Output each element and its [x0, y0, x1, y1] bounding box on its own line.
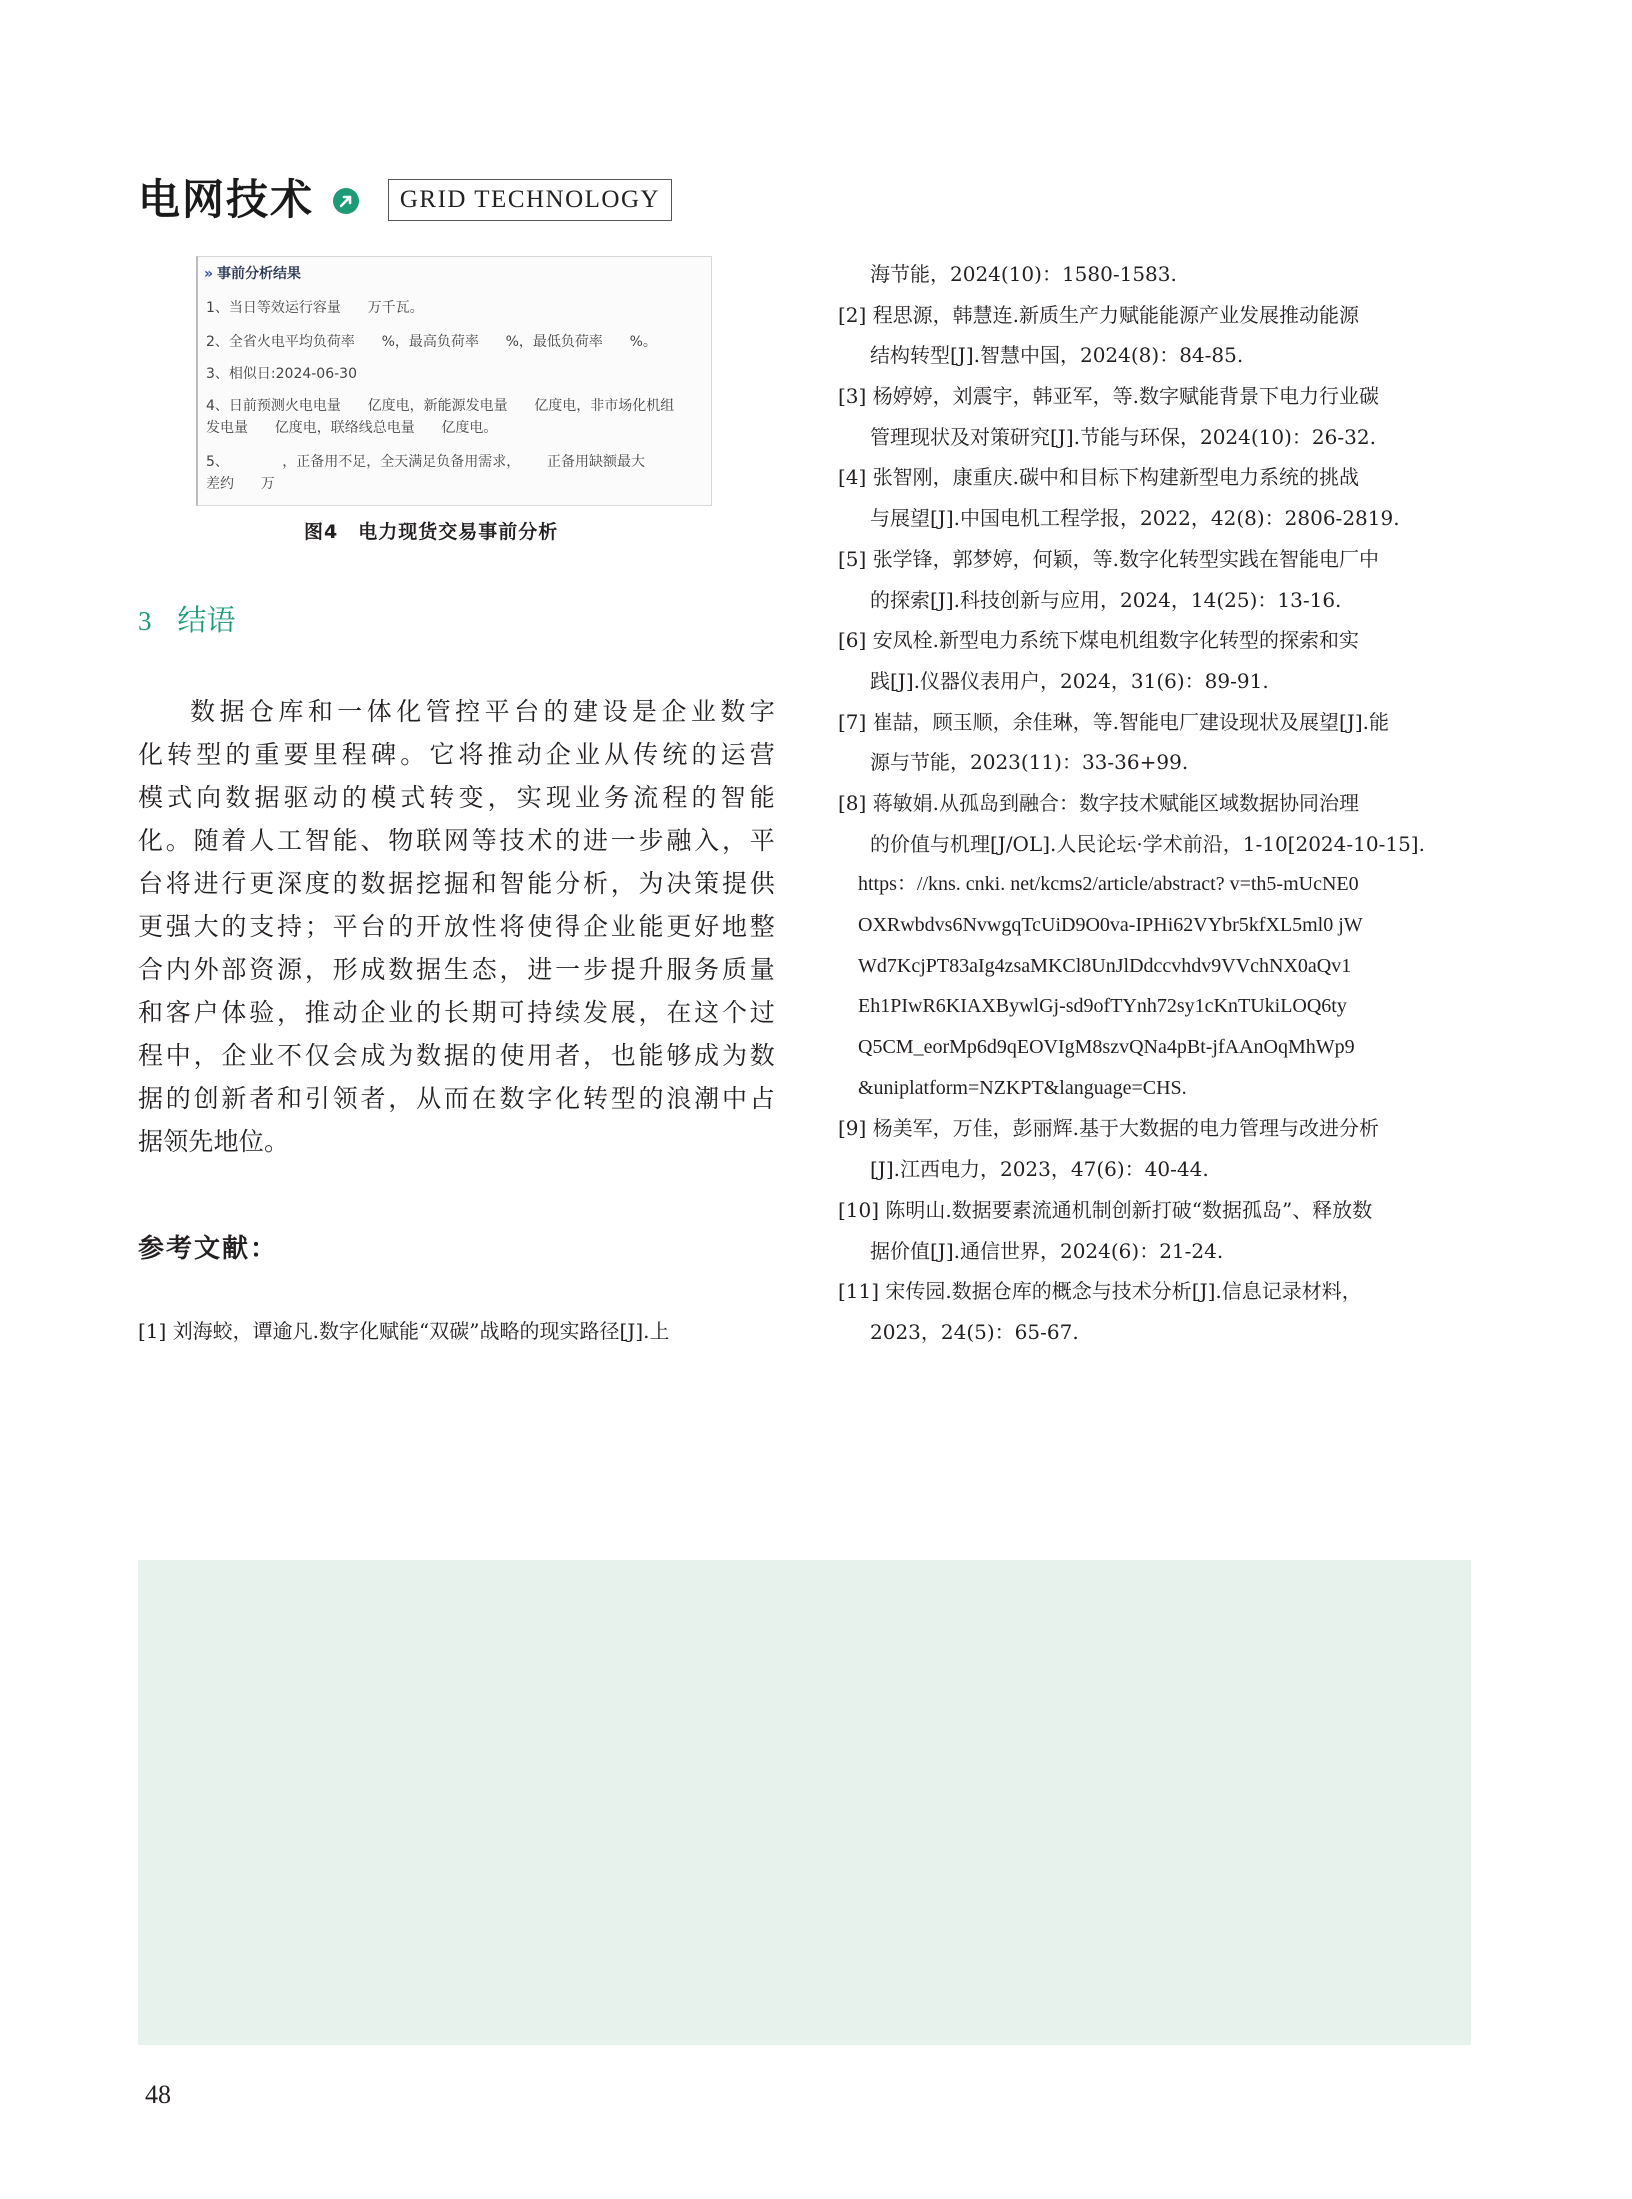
reference-line: 海节能，2024(10)：1580-1583.	[870, 262, 1177, 286]
body-line: 化。随着人工智能、物联网等技术的进一步融入，平	[138, 826, 775, 855]
reference-url-line: Wd7KcjPT83aIg4zsaMKCl8UnJlDdccvhdv9VVchNX0aQv1	[858, 954, 1352, 977]
reference-item: [1] 刘海蛟，谭逾凡.数字化赋能“双碳”战略的现实路径[J].上	[138, 1319, 670, 1343]
figure-panel-title: » 事前分析结果	[204, 266, 302, 282]
body-line: 合内外部资源，形成数据生态，进一步提升服务质量	[138, 955, 775, 984]
figure-line: 1、当日等效运行容量 万千瓦。	[206, 300, 424, 316]
reference-line: 据价值[J].通信世界，2024(6)：21-24.	[870, 1238, 1224, 1263]
figure-caption: 图4 电力现货交易事前分析	[304, 521, 559, 543]
reference-line: 管理现状及对策研究[J].节能与环保，2024(10)：26-32.	[870, 424, 1376, 449]
body-line: 数据仓库和一体化管控平台的建设是企业数字	[190, 697, 775, 726]
body-line: 据的创新者和引领者，从而在数字化转型的浪潮中占	[138, 1084, 775, 1113]
journal-title-cn: 电网技术	[138, 175, 315, 224]
reference-line: [5] 张学锋，郭梦婷，何颖，等.数字化转型实践在智能电厂中	[838, 546, 1380, 571]
reference-line: [4] 张智刚，康重庆.碳中和目标下构建新型电力系统的挑战	[838, 465, 1360, 490]
reference-line: 践[J].仪器仪表用户，2024，31(6)：89-91.	[870, 668, 1269, 693]
body-line: 化转型的重要里程碑。它将推动企业从传统的运营	[138, 740, 775, 769]
figure-line: 3、相似日:2024-06-30	[206, 366, 357, 382]
reference-line: [J].江西电力，2023，47(6)：40-44.	[870, 1157, 1209, 1182]
reference-line: [7] 崔喆，顾玉顺，余佳琳，等.智能电厂建设现状及展望[J].能	[838, 709, 1390, 734]
arrow-up-right-icon	[333, 188, 359, 214]
body-line: 更强大的支持；平台的开放性将使得企业能更好地整	[138, 912, 775, 941]
references-heading: 参考文献：	[138, 1234, 279, 1264]
journal-title-en: GRID TECHNOLOGY	[388, 179, 672, 221]
body-line: 据领先地位。	[138, 1127, 290, 1156]
decorative-green-box	[138, 1560, 1471, 2045]
section-heading	[138, 600, 236, 642]
section-title: 结语	[177, 603, 236, 637]
section-number: 3	[138, 606, 152, 636]
figure-line: 差约 万	[206, 476, 275, 492]
conclusion-paragraph	[138, 690, 775, 1163]
reference-line: 的价值与机理[J/OL].人民论坛·学术前沿，1-10[2024-10-15].	[870, 831, 1425, 856]
reference-line: 结构转型[J].智慧中国，2024(8)：84-85.	[870, 343, 1244, 368]
double-chevron-icon: »	[204, 266, 214, 282]
page-number: 48	[145, 2080, 171, 2109]
body-line: 程中，企业不仅会成为数据的使用者，也能够成为数	[138, 1041, 775, 1070]
reference-url-line: Eh1PIwR6KIAXBywlGj-sd9ofTYnh72sy1cKnTUkiLOQ6ty	[858, 995, 1347, 1018]
reference-line: [3] 杨婷婷，刘震宇，韩亚军，等.数字赋能背景下电力行业碳	[838, 384, 1380, 409]
reference-line: [8] 蒋敏娟.从孤岛到融合：数字技术赋能区域数据协同治理	[838, 790, 1360, 815]
body-line: 和客户体验，推动企业的长期可持续发展，在这个过	[138, 998, 775, 1027]
reference-line: [6] 安凤栓.新型电力系统下煤电机组数字化转型的探索和实	[838, 628, 1360, 653]
figure-line: 2、全省火电平均负荷率 %，最高负荷率 %，最低负荷率 %。	[206, 334, 657, 350]
figure-line: 发电量 亿度电，联络线总电量 亿度电。	[206, 420, 498, 436]
figure-line: 4、日前预测火电电量 亿度电，新能源发电量 亿度电，非市场化机组	[206, 398, 675, 414]
references-list	[838, 254, 1478, 1353]
reference-line: 的探索[J].科技创新与应用，2024，14(25)：13-16.	[870, 587, 1342, 612]
reference-line: [10] 陈明山.数据要素流通机制创新打破“数据孤岛”、释放数	[838, 1197, 1373, 1222]
reference-line: [2] 程思源，韩慧连.新质生产力赋能能源产业发展推动能源	[838, 302, 1360, 327]
body-line: 模式向数据驱动的模式转变，实现业务流程的智能	[138, 783, 775, 812]
reference-url-line: &uniplatform=NZKPT&language=CHS.	[858, 1076, 1187, 1099]
reference-line: 2023，24(5)：65-67.	[870, 1319, 1079, 1344]
reference-line: 与展望[J].中国电机工程学报，2022，42(8)：2806-2819.	[870, 506, 1400, 531]
reference-line: [9] 杨美军，万佳，彭丽辉.基于大数据的电力管理与改进分析	[838, 1116, 1380, 1141]
reference-url-line: Q5CM_eorMp6d9qEOVIgM8szvQNa4pBt-jfAAnOqMhWp9	[858, 1036, 1355, 1059]
reference-line: [11] 宋传园.数据仓库的概念与技术分析[J].信息记录材料，	[838, 1279, 1362, 1304]
body-line: 台将进行更深度的数据挖掘和智能分析，为决策提供	[138, 869, 775, 898]
reference-url-line: OXRwbdvs6NvwgqTcUiD9O0va-IPHi62VYbr5kfXL5ml0 jW	[858, 914, 1363, 936]
reference-url-line: https：//kns. cnki. net/kcms2/article/abstract? v=th5-mUcNE0	[858, 873, 1359, 896]
figure-line: 5、 ，正备用不足，全天满足负备用需求， 正备用缺额最大	[206, 454, 646, 470]
reference-line: 源与节能，2023(11)：33-36+99.	[870, 750, 1189, 775]
figure-screenshot	[196, 256, 712, 506]
